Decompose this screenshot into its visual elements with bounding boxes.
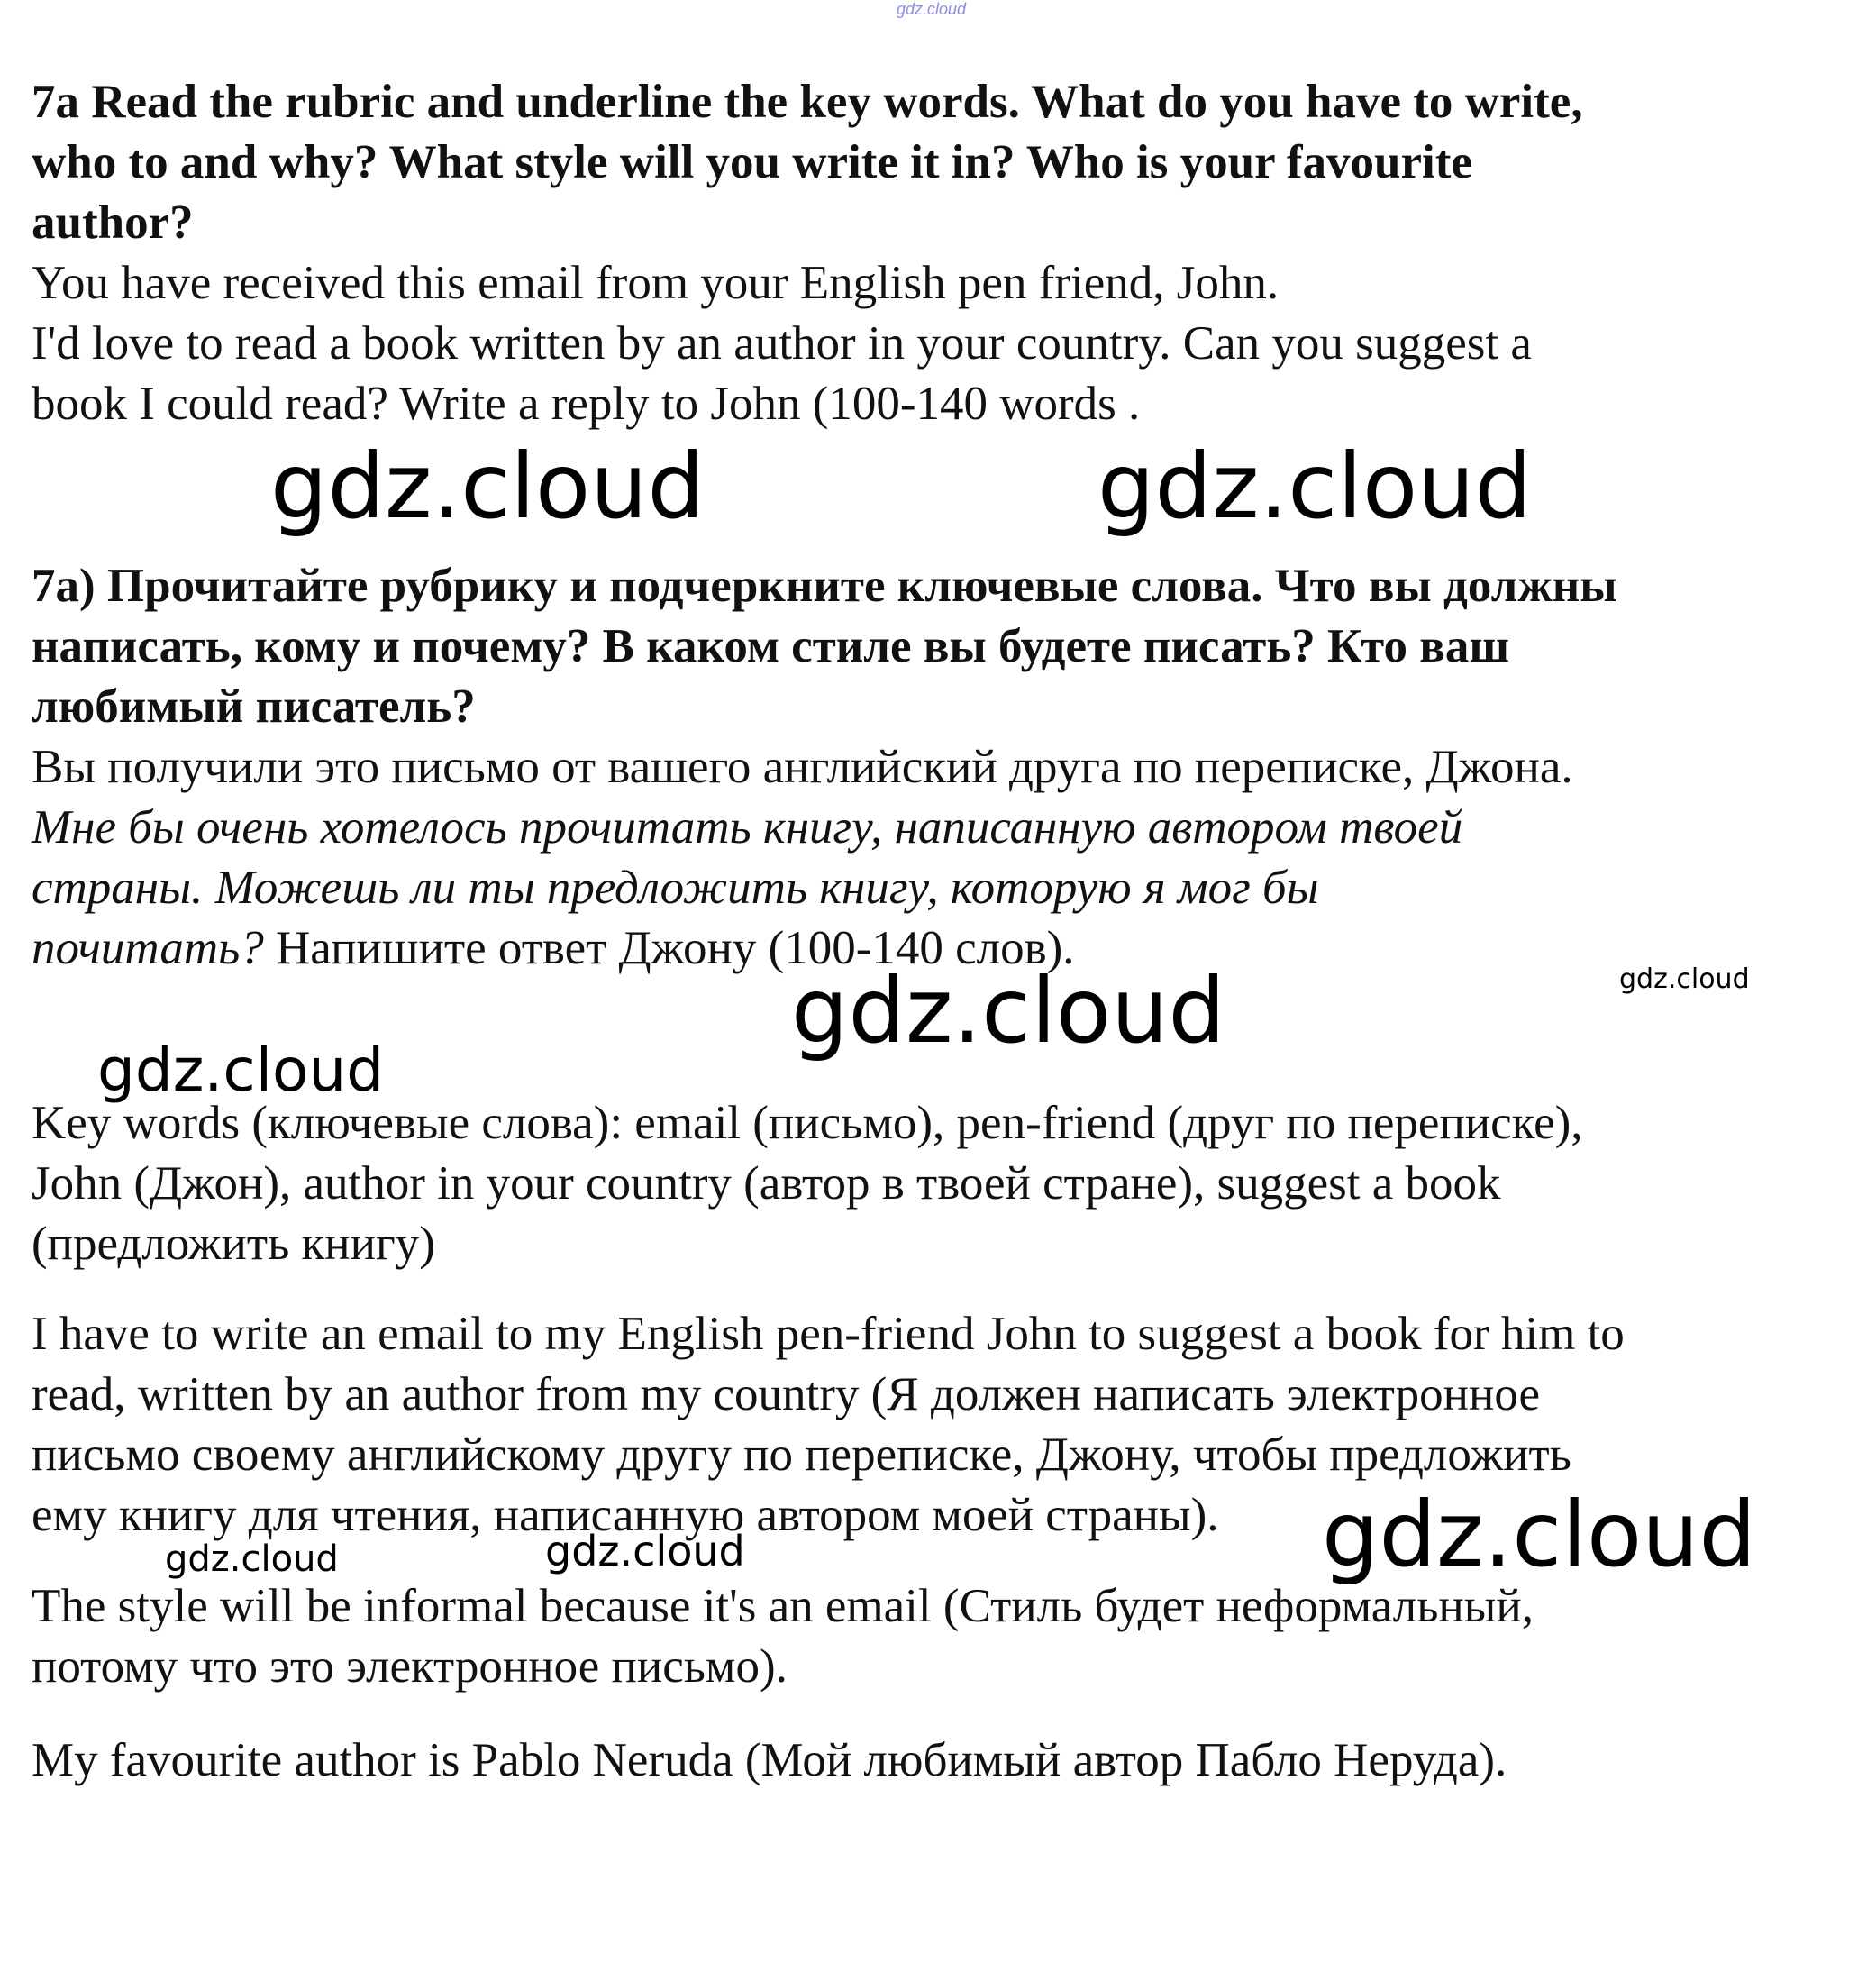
task-ru-heading-line: 7а) Прочитайте рубрику и подчеркните ключевые слова. Что вы должны (32, 560, 1617, 612)
answer-favourite (32, 1730, 1789, 1791)
task-ru-heading-line: написать, кому и почему? В каком стиле вы будете писать? Кто ваш (32, 620, 1510, 672)
favourite-author-line: My favourite author is Pablo Neruda (Мой любимый автор Пабло Неруда). (32, 1734, 1507, 1786)
watermark-mid-left: gdz.cloud (97, 1036, 385, 1105)
watermark-mid-right-small: gdz.cloud (1619, 963, 1750, 995)
key-words-line: John (Джон), author in your country (автор в твоей стране), suggest a book (32, 1157, 1501, 1210)
watermark-mid-center: gdz.cloud (791, 958, 1226, 1064)
task-en-body-line: book I could read? Write a reply to John (100-140 words . (32, 378, 1141, 430)
style-line: потому что это электронное письмо). (32, 1640, 788, 1693)
answer-key-words (32, 1093, 1789, 1274)
answer-style (32, 1576, 1789, 1697)
watermark-top: gdz.cloud (897, 0, 967, 18)
task-en-body-line: You have received this email from your English pen friend, John. (32, 257, 1280, 309)
task-ru-intro: Вы получили это письмо от вашего английский друга по переписке, Джона. (32, 741, 1573, 793)
task-en (32, 72, 1789, 434)
purpose-line: ему книгу для чтения, написанную автором моей страны). (32, 1489, 1219, 1541)
task-ru-instruction: Напишите ответ Джону (100-140 слов). (263, 922, 1075, 974)
task-ru-letter-line: почитать? (32, 922, 264, 974)
style-line: The style will be informal because it's an email (Стиль будет неформальный, (32, 1580, 1534, 1632)
watermark-row1-right: gdz.cloud (1097, 434, 1533, 539)
key-words-line: (предложить книгу) (32, 1218, 435, 1270)
key-words-line: Key words (ключевые слова): email (письмо), pen-friend (друг по переписке), (32, 1097, 1583, 1149)
watermark-lower-left-small: gdz.cloud (165, 1538, 339, 1580)
purpose-line: письмо своему английскому другу по переписке, Джону, чтобы предложить (32, 1429, 1571, 1481)
task-ru (32, 556, 1789, 979)
task-en-heading-line: author? (32, 196, 194, 249)
task-en-body-line: I'd love to read a book written by an author in your country. Can you suggest a (32, 317, 1532, 370)
watermark-lower-right: gdz.cloud (1322, 1482, 1757, 1587)
purpose-line: read, written by an author from my country (Я должен написать электронное (32, 1368, 1541, 1420)
watermark-lower-center-small: gdz.cloud (545, 1527, 745, 1575)
task-ru-heading-line: любимый писатель? (32, 680, 476, 733)
task-en-heading-line: 7a Read the rubric and underline the key words. What do you have to write, (32, 76, 1583, 128)
task-ru-letter-line: Мне бы очень хотелось прочитать книгу, написанную автором твоей (32, 801, 1463, 854)
watermark-row1-left: gdz.cloud (270, 434, 706, 539)
task-ru-letter-line: страны. Можешь ли ты предложить книгу, которую я мог бы (32, 862, 1319, 914)
purpose-line: I have to write an email to my English pen-friend John to suggest a book for him to (32, 1308, 1625, 1360)
task-en-heading-line: who to and why? What style will you write it in? Who is your favourite (32, 136, 1472, 188)
